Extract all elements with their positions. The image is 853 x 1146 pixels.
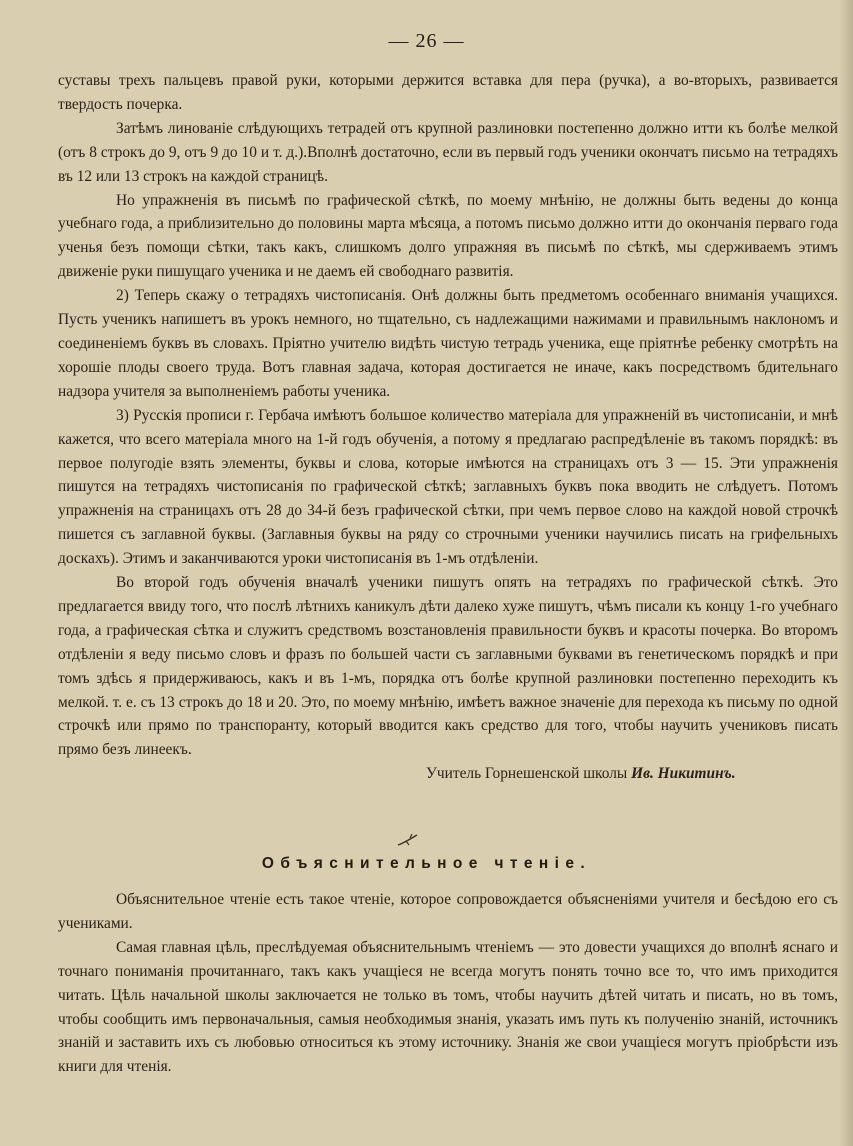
signature-name: Ив. Никитинъ. xyxy=(631,765,736,783)
section-title: Объяснительное чтеніе. xyxy=(261,855,592,872)
paragraph: Во второй годъ обученія вначалѣ ученики пишутъ опять на тетрадяхъ по графической сѣткѣ. Это предлагается ввиду того, что послѣ лѣтнихъ каникулъ дѣти далеко хуже пишутъ, чѣмъ писали къ концу 1-го учебнаго года, а графическая сѣтка и служитъ средствомъ возстановленія правильности буквъ и красоты почерка. Во второмъ отдѣленіи я веду письмо словъ и фразъ по большей части съ заглавными буквами въ генетическомъ порядкѣ и при томъ здѣсь я придерживаюсь, какъ и въ 1-мъ, порядка отъ болѣе крупной разлиновки постепенно переходить къ мелкой. т. е. съ 13 строкъ до 18 и 20. Это, по моему мнѣнію, имѣетъ важное значеніе для перехода къ письму по одной строчкѣ или прямо по транспоранту, который вводится какъ средство для того, чтобы научить учениковъ писать прямо безъ линеекъ. xyxy=(58,574,838,759)
main-text-block xyxy=(58,69,838,786)
signature-line xyxy=(58,762,838,786)
paragraph: суставы трехъ пальцевъ правой руки, которыми держится вставка для пера (ручка), а во-вторыхъ, развивается твердость почерка. xyxy=(58,72,838,113)
signature-prefix: Учитель Горнешенской школы xyxy=(426,765,628,783)
paragraph: Но упражненія въ письмѣ по графической сѣткѣ, по моему мнѣнію, не должны быть ведены до конца учебнаго года, а приблизительно до половины марта мѣсяца, а потомъ письмо должно итти до окончанія перваго года ученья безъ помощи сѣтки, такъ какъ, слишкомъ долго упражняя въ письмѣ по сѣткѣ, мы сдерживаемъ этимъ движеніе руки пишущаго ученика и не даемъ ей свободнаго развитія. xyxy=(58,191,838,281)
paragraph: 3) Русскія прописи г. Гербача имѣютъ большое количество матеріала для упражненій въ чистописаніи, и мнѣ кажется, что всего матеріала много на 1-й годъ обученія, а потому я предлагаю распредѣленіе въ такомъ порядкѣ: въ первое полугодіе взять элементы, буквы и слова, которые имѣются на страницахъ отъ 3 — 15. Эти упражненія пишутся на тетрадяхъ чистописанія по графической сѣткѣ; заглавныхъ буквъ пока вводить не слѣдуетъ. Потомъ упражненія на страницахъ отъ 28 до 34-й безъ графической сѣтки, при чемъ первое слово на каждой новой строчкѣ пишется съ заглавной буквы. (Заглавныя буквы на ряду со строчными ученики научились писать на грифельныхъ доскахъ). Этимъ и заканчиваются уроки чистописанія въ 1-мъ отдѣленіи. xyxy=(58,406,838,568)
paragraph: Затѣмъ линованіе слѣдующихъ тетрадей отъ крупной разлиновки постепенно должно итти къ болѣе мелкой (отъ 8 строкъ до 9, отъ 9 до 10 и т. д.).Вполнѣ достаточно, если въ первый годъ ученики окончатъ письмо на тетрадяхъ въ 12 или 13 строкъ на каждой страницѣ. xyxy=(58,119,838,185)
paragraph: Самая главная цѣль, преслѣдуемая объяснительнымъ чтеніемъ — это довести учащихся до вполнѣ яснаго и точнаго пониманія прочитаннаго, такъ какъ учащіеся не всегда могутъ понять точно все то, что имъ приходится читать. Цѣль начальной школы заключается не только въ томъ, чтобы научить дѣтей читать и писать, но въ томъ, чтобы сообщить имъ первоначальныя, самыя необходимыя знанія, указать имъ путь къ полученію знаній, источникъ знаній и заставить ихъ съ любовью относиться къ этому источнику. Знанія же свои учащіеся могутъ пріобрѣсти изъ книги для чтенія. xyxy=(58,938,838,1076)
page-number: — 26 — xyxy=(388,30,465,52)
paragraph: 2) Теперь скажу о тетрадяхъ чистописанія. Онѣ должны быть предметомъ особеннаго вниманія учащихся. Пусть ученикъ напишетъ въ урокъ немного, но тщательно, съ надлежащими нажимами и правильнымъ наклономъ и соединеніемъ буквъ въ словахъ. Пріятно учителю видѣть чистую тетрадь ученика, еще пріятнѣе ребенку смотрѣть на хорошіе плоды своего труда. Вотъ главная задача, которая достигается не иначе, какъ посредствомъ бдительнаго надзора учителя за выполненіемъ работы ученика. xyxy=(58,287,838,400)
paragraph: Объяснительное чтеніе есть такое чтеніе, которое сопровождается объясненіями учителя и бесѣдою его съ учениками. xyxy=(58,891,838,932)
quill-ornament-icon xyxy=(396,832,420,848)
section-text-block xyxy=(58,888,838,1079)
page-edge-shadow xyxy=(839,0,853,1146)
